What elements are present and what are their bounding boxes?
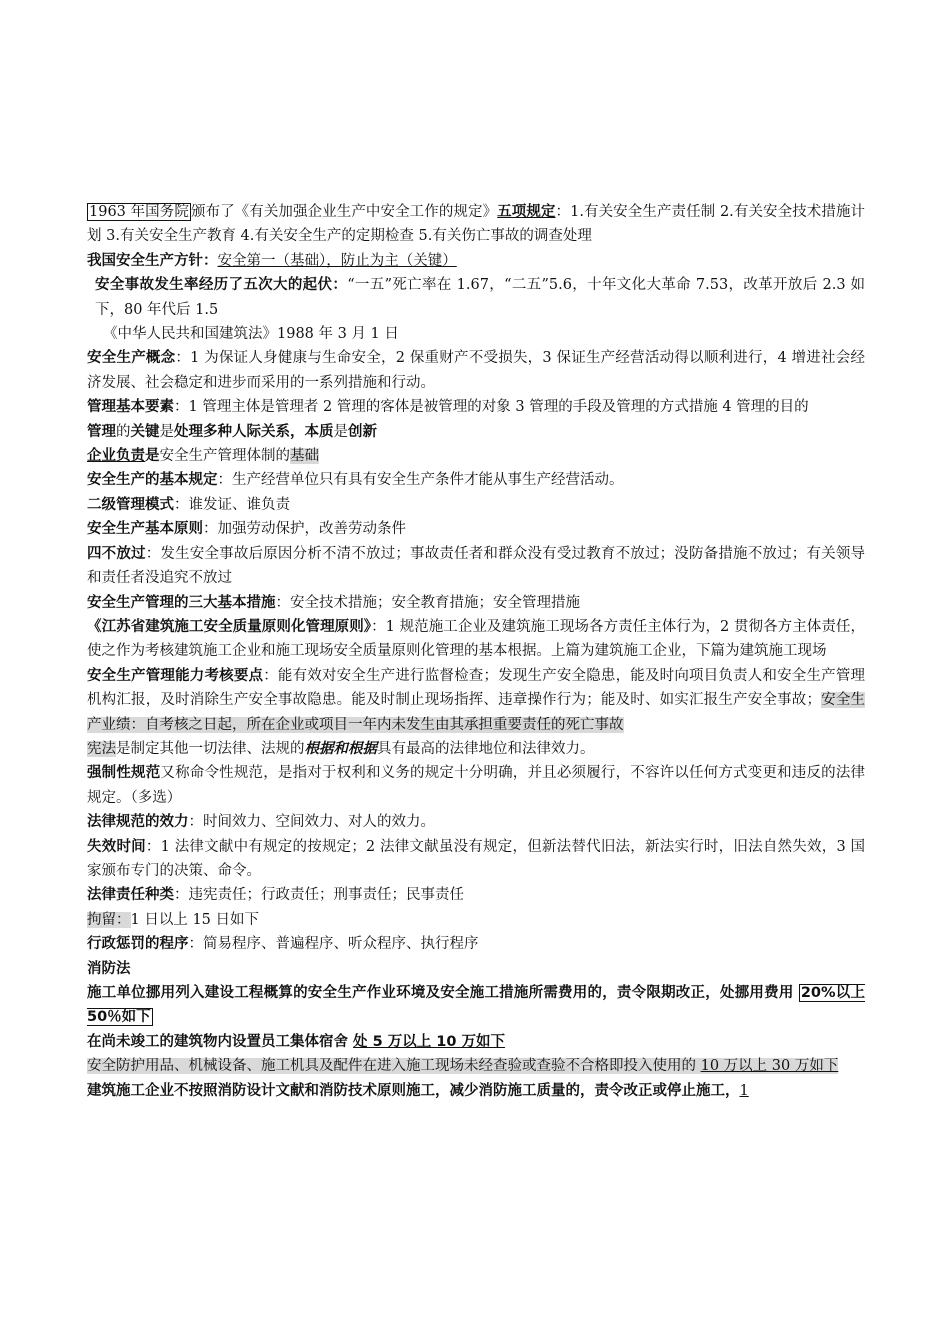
paragraph-7: 管理的关键是处理多种人际关系，本质是创新	[87, 423, 377, 440]
paragraph-17: 强制性规范又称命令性规范，是指对于权利和义务的规定十分明确，并且必须履行，不容许以任何方式变更和违反的法律规定。（多选）	[87, 765, 866, 806]
paragraph-13: 安全生产管理的三大基本措施：安全技术措施；安全教育措施；安全管理措施	[87, 594, 580, 611]
paragraph-2: 我国安全生产方针：安全第一（基础），防止为主（关键）	[87, 252, 457, 269]
paragraph-27: 建筑施工企业不按照消防设计文献和消防技术原则施工，减少消防施工质量的，责令改正或停止施工，1	[87, 1082, 749, 1099]
paragraph-15: 安全生产管理能力考核要点：能有效对安全生产进行监督检查；发现生产安全隐患，能及时向项目负责人和安全生产管理机构汇报，及时消除生产安全事故隐患。能及时制止现场指挥、违章操作行为；能及时、如实汇报生产安全事故；安全生产业绩：自考核之日起，所在企业或项目一年内未发生由其承担重要责任的死亡事故	[87, 667, 866, 733]
paragraph-1: 1963 年国务院 颁布了《有关加强企业生产中安全工作的规定》五项规定：1.有关安全生产责任制 2.有关安全技术措施计划 3.有关安全生产教育 4.有关安全生产的定期检查 5.有关伤亡事故的调查处理	[87, 204, 866, 245]
paragraph-18: 法律规范的效力：时间效力、空间效力、对人的效力。	[87, 814, 435, 831]
paragraph-4: 《中华人民共和国建筑法》1988 年 3 月 1 日	[103, 326, 399, 343]
paragraph-22: 行政惩罚的程序：简易程序、普遍程序、听众程序、执行程序	[87, 936, 479, 953]
paragraph-8: 企业负责是安全生产管理体制的基础	[87, 448, 319, 465]
paragraph-6: 管理基本要素：1 管理主体是管理者 2 管理的客体是被管理的对象 3 管理的手段及管理的方式措施 4 管理的目的	[87, 399, 809, 416]
paragraph-26: 安全防护用品、机械设备、施工机具及配件在进入施工现场未经查验或查验不合格即投入使用的 10 万以上 30 万如下	[87, 1058, 839, 1075]
highlighted-text: 安全生产业绩：自考核之日起，所在企业或项目一年内未发生由其承担重要责任的死亡事故	[87, 692, 866, 733]
paragraph-23: 消防法	[87, 960, 131, 977]
paragraph-3: 安全事故发生率经历了五次大的起伏：“一五”死亡率在 1.67，“二五”5.6，十年文化大革命 7.53，改革开放后 2.3 如下，80 年代后 1.5	[95, 277, 865, 318]
paragraph-19: 失效时间：1 法律文献中有规定的按规定；2 法律文献虽没有规定，但新法替代旧法，新法实行时，旧法自然失效，3 国家颁布专门的决策、命令。	[87, 838, 866, 879]
paragraph-5: 安全生产概念：1 为保证人身健康与生命安全，2 保重财产不受损失，3 保证生产经营活动得以顺利进行，4 增进社会经济发展、社会稳定和进步而采用的一系列措施和行动。	[87, 350, 865, 391]
paragraph-21: 拘留：1 日以上 15 日如下	[87, 911, 260, 928]
paragraph-16: 宪法是制定其他一切法律、法规的根据和根据具有最高的法律地位和法律效力。	[87, 740, 595, 757]
paragraph-14: 《江苏省建筑施工安全质量原则化管理原则》：1 规范施工企业及建筑施工现场各方责任主体行为，2 贯彻各方主体责任，使之作为考核建筑施工企业和施工现场安全质量原则化管理的基本根据。上篇为建筑施工企业，下篇为建筑施工现场	[87, 618, 866, 660]
paragraph-10: 二级管理模式：谁发证、谁负责	[87, 496, 290, 513]
paragraph-24: 施工单位挪用列入建设工程概算的安全生产作业环境及安全施工措施所需费用的，责令限期改正，处挪用费用 20%以上 50％如下	[87, 985, 865, 1026]
paragraph-20: 法律责任种类：违宪责任；行政责任；刑事责任；民事责任	[87, 887, 464, 904]
boxed-text: 20%以上 50％如下	[87, 985, 865, 1026]
paragraph-25: 在尚未竣工的建筑物内设置员工集体宿舍 处 5 万以上 10 万如下	[87, 1033, 506, 1050]
paragraph-12: 四不放过：发生安全事故后原因分析不清不放过；事故责任者和群众没有受过教育不放过；没防备措施不放过；有关领导和责任者没追究不放过	[87, 545, 865, 587]
document-body	[87, 200, 865, 1103]
paragraph-11: 安全生产基本原则：加强劳动保护，改善劳动条件	[87, 521, 406, 538]
paragraph-9: 安全生产的基本规定：生产经营单位只有具有安全生产条件才能从事生产经营活动。	[87, 472, 624, 489]
boxed-text: 1963 年国务院	[89, 204, 189, 220]
